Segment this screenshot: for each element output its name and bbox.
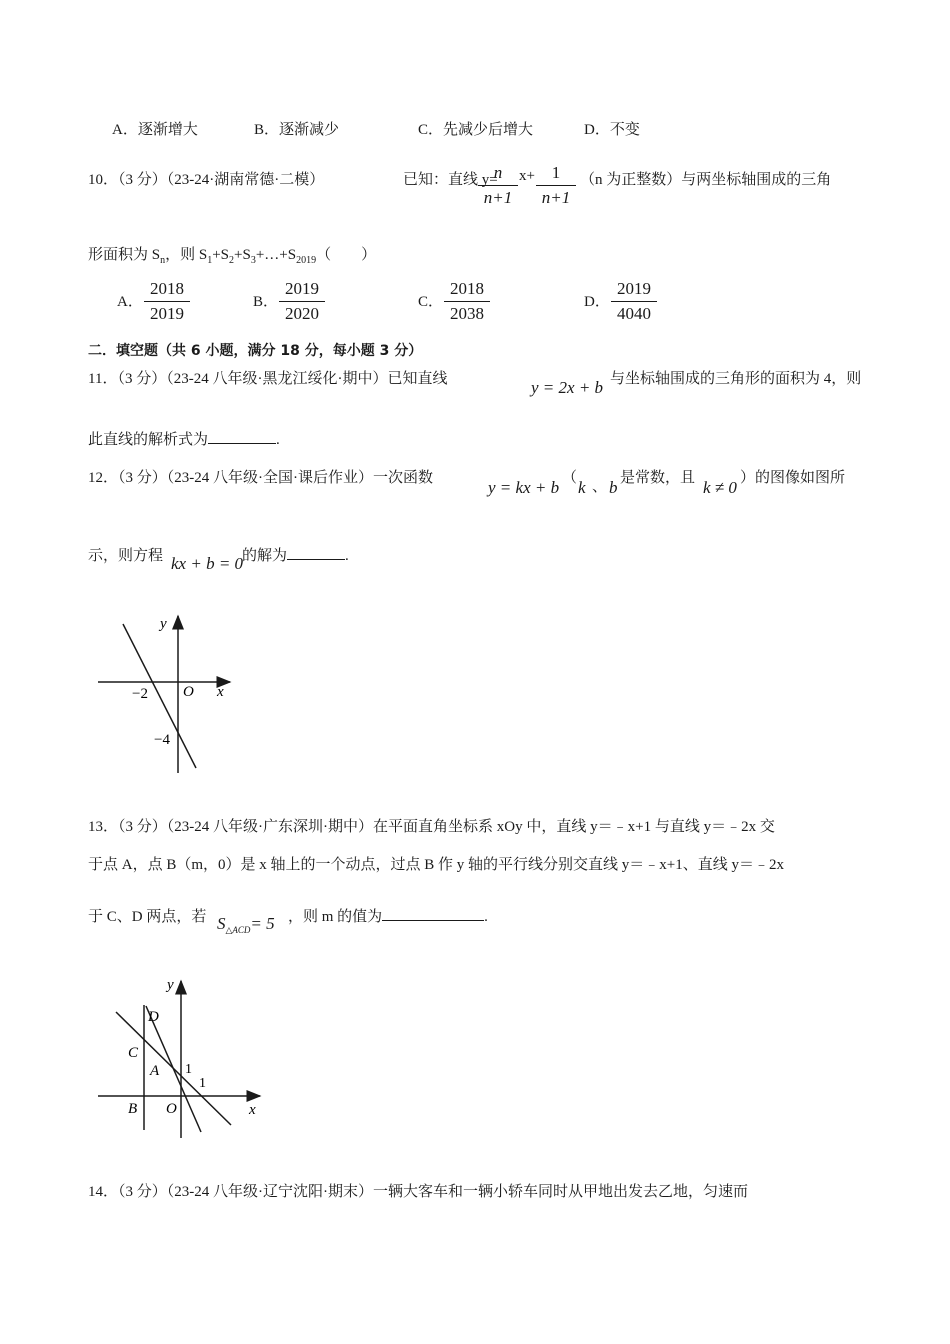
q10-fraction-2 <box>536 162 576 210</box>
q12-paren-open: （ <box>562 470 578 486</box>
q12-condition: k ≠ 0 <box>703 478 737 497</box>
q10-text-a: 已知：直线 y= <box>403 172 498 188</box>
q10-score: （3 分） <box>118 172 167 188</box>
q13-y-tick-1-label: 1 <box>185 1062 192 1077</box>
q12-y-label: y <box>160 616 167 632</box>
q9-option-d: D．不变 <box>584 122 640 138</box>
q13-point-b-label: B <box>128 1101 138 1117</box>
q10-option-d-label: D． <box>584 294 610 310</box>
section-2-heading: 二．填空题（共 6 小题，满分 18 分，每小题 3 分） <box>88 343 423 359</box>
q9-option-c: C．先减少后增大 <box>418 122 534 138</box>
q11-line2: 此直线的解析式为 . <box>88 428 280 449</box>
q10-line1-prefix <box>88 168 324 189</box>
q10-fraction-1 <box>478 162 518 210</box>
q12-origin-label: O <box>183 684 194 700</box>
q10-frac2-numerator: 1 <box>536 162 576 186</box>
q10-option-a-label: A． <box>117 294 143 310</box>
q10-option-b-label: B． <box>253 294 279 310</box>
q13-line3-b: ，则 m 的值为 . <box>288 905 488 926</box>
q12-k: k <box>578 478 586 497</box>
q12-line2-a: 示，则方程 <box>88 548 164 564</box>
q10-option-c-fraction: $\frac{2018}{2038}$ <box>444 278 490 326</box>
q10-source: （23-24·湖南常德·二模） <box>166 172 325 188</box>
q13-x-label: x <box>249 1102 256 1118</box>
q13-point-a-label: A <box>150 1063 160 1079</box>
q13-point-d-label: D <box>148 1009 159 1025</box>
q12-line2-b: 的解为 . <box>242 544 349 565</box>
question-14: 14．（3 分）（23-24 八年级·辽宁沈阳·期末）一辆大客车和一辆小轿车同时从甲地出发去乙地，匀速而 <box>88 1184 749 1200</box>
q10-frac1-numerator: n <box>478 162 518 186</box>
q13-graph <box>90 975 270 1145</box>
q11-text-b: 与坐标轴围成的三角形的面积为 4，则 <box>610 371 862 387</box>
q11-equation: y = 2x + b <box>531 378 604 397</box>
q12-equation: y = kx + b <box>488 478 560 497</box>
q12-line1-prefix: 12．（3 分）（23-24 八年级·全国·课后作业）一次函数 <box>88 470 434 486</box>
q10-number: 10． <box>88 172 119 188</box>
q10-line2: 形面积为 $S_n$，则 $S_1+S_2+S_3+\dots+S_{2019}$（ ） <box>88 247 377 266</box>
q12-text-b: 是常数，且 <box>620 470 696 486</box>
q9-option-b: B．逐渐减少 <box>254 122 340 138</box>
q13-area-expression: $S_{\triangle ACD}= 5$ <box>217 914 275 935</box>
q10-option-c-label: C． <box>418 294 444 310</box>
q13-origin-label: O <box>166 1101 177 1117</box>
q10-text-c: （n 为正整数）与两坐标轴围成的三角 <box>580 172 832 188</box>
q13-line1: 13．（3 分）（23-24 八年级·广东深圳·期中）在平面直角坐标系 xOy 中，直线 y＝﹣x+1 与直线 y＝﹣2x 交 <box>88 819 775 835</box>
q13-y-label: y <box>167 977 174 993</box>
q12-x-label: x <box>217 684 224 700</box>
q10-text-b: x+ <box>519 168 535 184</box>
q11-answer-blank[interactable] <box>208 429 276 444</box>
q12-comma: 、 <box>592 479 608 495</box>
q12-b: b <box>609 478 618 497</box>
q12-x-intercept-label: −2 <box>132 686 148 702</box>
q12-equation-2: kx + b = 0 <box>171 554 244 573</box>
q12-graph <box>90 610 240 780</box>
q13-answer-blank[interactable] <box>382 906 484 921</box>
q12-text-c: ）的图像如图所 <box>740 470 846 486</box>
q9-option-a: A．逐渐增大 <box>112 122 198 138</box>
q12-y-intercept-label: −4 <box>154 732 170 748</box>
q10-frac1-denominator: n+1 <box>483 188 513 207</box>
q10-option-a-fraction: $\frac{2018}{2019}$ <box>144 278 190 326</box>
q12-answer-blank[interactable] <box>287 545 345 560</box>
q10-option-b-fraction: $\frac{2019}{2020}$ <box>279 278 325 326</box>
q10-frac2-denominator: n+1 <box>541 188 571 207</box>
q13-x-tick-1-label: 1 <box>199 1076 206 1091</box>
q13-point-c-label: C <box>128 1045 139 1061</box>
q13-line2: 于点 A，点 B（m，0）是 x 轴上的一个动点，过点 B 作 y 轴的平行线分别交直线 y＝﹣x+1、直线 y＝﹣2x <box>88 857 784 873</box>
q11-line1-prefix: 11．（3 分）（23-24 八年级·黑龙江绥化·期中）已知直线 <box>88 371 448 387</box>
q10-option-d-fraction: $\frac{2019}{4040}$ <box>611 278 657 326</box>
q13-line3-a: 于 C、D 两点，若 <box>88 909 207 925</box>
